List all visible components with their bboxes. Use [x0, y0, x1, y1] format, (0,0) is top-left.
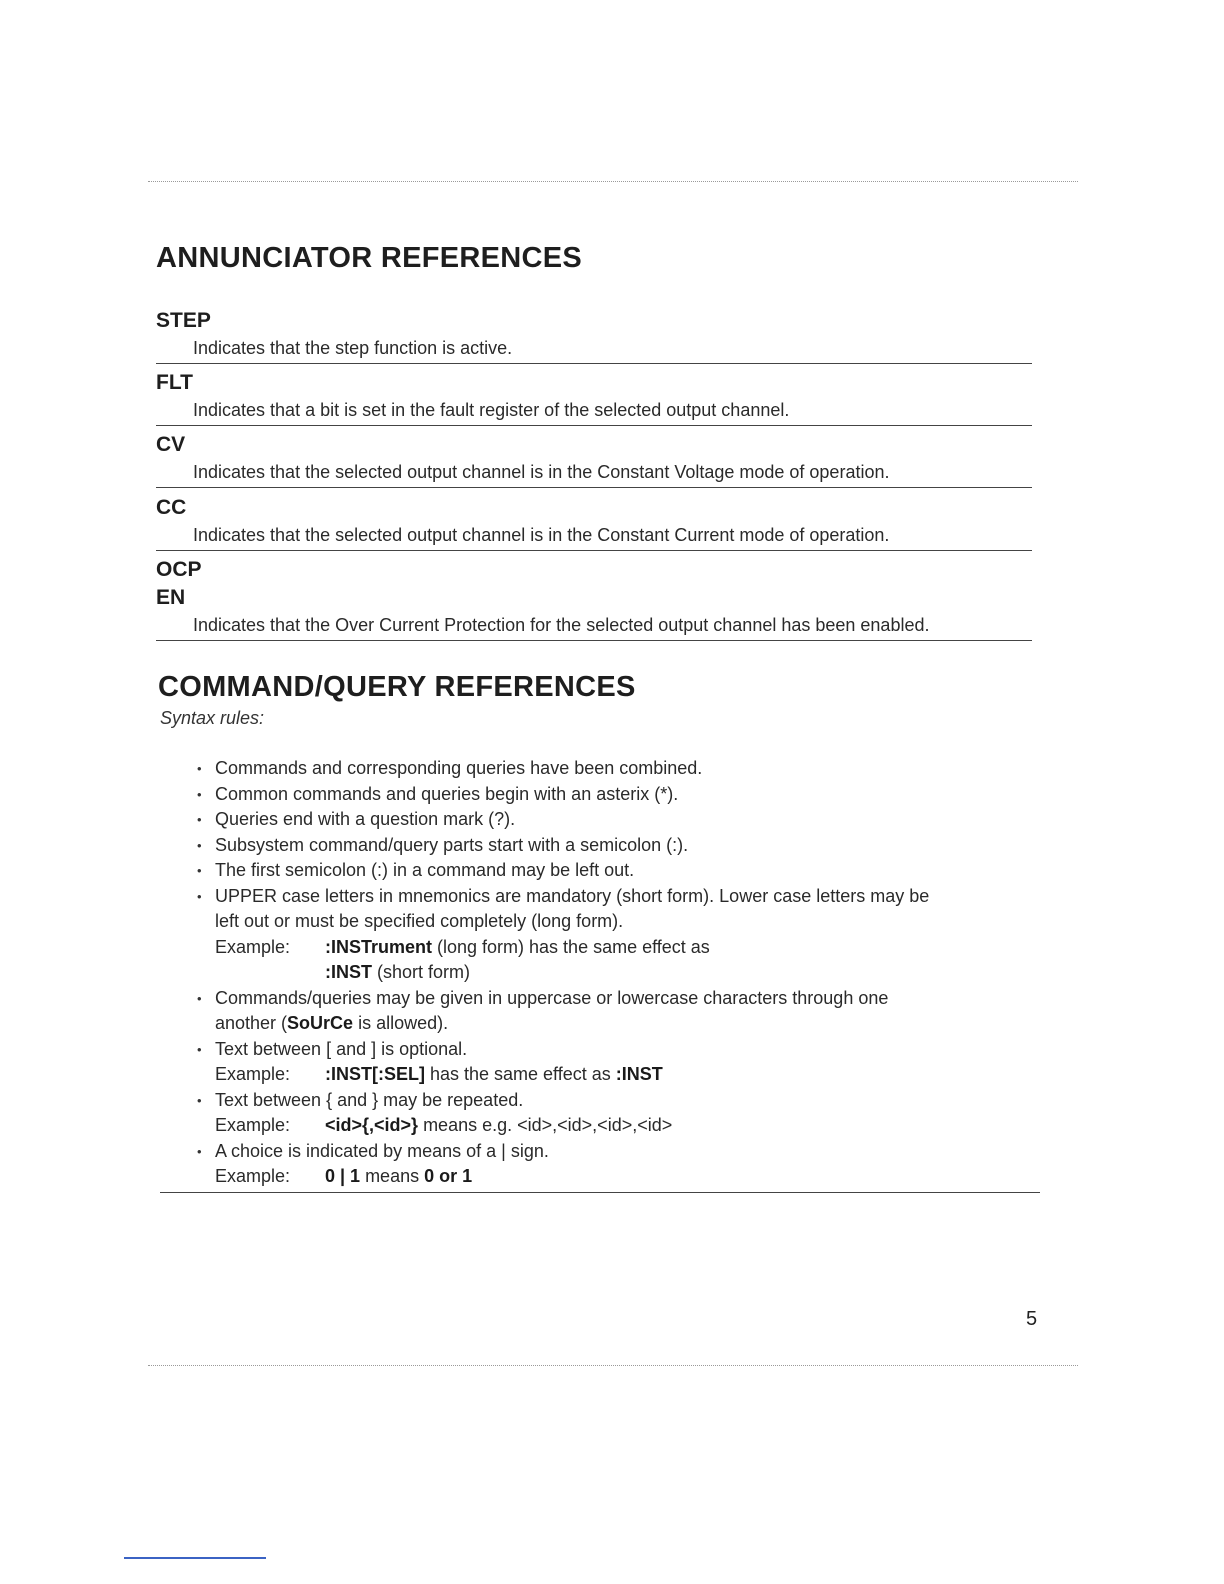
example-command: <id>{,<id>} [325, 1115, 419, 1135]
example-label: Example: [215, 936, 291, 957]
annunciator-description: Indicates that the step function is active. [193, 338, 513, 358]
syntax-rules-label: Syntax rules: [160, 708, 265, 728]
example-command: 0 or 1 [424, 1166, 473, 1186]
section-end-rule [160, 1192, 1040, 1193]
page-number: 5 [1026, 1308, 1038, 1330]
annunciator-section-title: ANNUNCIATOR REFERENCES [156, 242, 583, 274]
annunciator-description: Indicates that a bit is set in the fault register of the selected output channel. [193, 400, 790, 420]
syntax-rule [196, 833, 1038, 859]
bullet-icon: • [197, 1092, 202, 1108]
top-dotted-rule [148, 181, 1078, 182]
annunciator-description: Indicates that the selected output channel is in the Constant Current mode of operation. [193, 525, 890, 545]
syntax-rule [196, 756, 1038, 782]
annunciator-term: OCP [156, 558, 202, 581]
example-label: Example: [215, 1166, 291, 1186]
rule-text: Commands/queries may be given in uppercase or lowercase characters through one [215, 987, 889, 1008]
rule-text: The first semicolon (:) in a command may be left out. [215, 860, 635, 880]
rule-example [215, 960, 1038, 986]
annunciator-term: CC [156, 496, 187, 519]
example-command: :INST [325, 962, 372, 982]
rule-text: Common commands and queries begin with an asterix (*). [215, 783, 679, 804]
annunciator-entry-flt [156, 369, 1032, 426]
bullet-icon: • [197, 837, 202, 853]
annunciator-term: FLT [156, 371, 193, 394]
bullet-icon: • [197, 786, 202, 802]
rule-text: another ( [215, 1013, 288, 1033]
rule-text-continued: left out or must be specified completely (long form). [215, 911, 624, 931]
bottom-dotted-rule [148, 1365, 1078, 1366]
bullet-icon: • [197, 1143, 202, 1159]
example-command: 0 | 1 [325, 1166, 361, 1186]
rule-example [215, 1164, 1038, 1190]
example-text: (short form) [372, 962, 471, 982]
rule-text-continued [215, 1011, 1038, 1037]
rule-text: Text between [ and ] is optional. [215, 1038, 468, 1059]
rule-example [215, 935, 1038, 961]
bullet-icon: • [197, 888, 202, 904]
annunciator-entry-ocp-en [156, 556, 1032, 641]
rule-text: A choice is indicated by means of a | sign. [215, 1140, 549, 1161]
bullet-icon: • [197, 1041, 202, 1057]
example-text: means [360, 1166, 425, 1186]
syntax-rule [196, 1088, 1038, 1139]
annunciator-description: Indicates that the Over Current Protection for the selected output channel has been enabled. [193, 615, 930, 635]
bullet-icon: • [197, 863, 202, 878]
bullet-icon: • [197, 990, 202, 1006]
example-text: has the same effect as [424, 1064, 616, 1084]
rule-text: Queries end with a question mark (?). [215, 809, 516, 829]
annunciator-entry-step [156, 307, 1032, 364]
example-command: :INST[:SEL] [325, 1064, 425, 1084]
rule-text: is allowed). [353, 1013, 449, 1033]
syntax-rule [196, 1037, 1038, 1088]
syntax-rule [196, 884, 1038, 986]
example-text: means e.g. <id>,<id>,<id>,<id> [418, 1115, 673, 1135]
rule-example [215, 1113, 1038, 1139]
example-command: SoUrCe [287, 1013, 354, 1033]
rule-text: Text between { and } may be repeated. [215, 1089, 524, 1110]
annunciator-description: Indicates that the selected output channel is in the Constant Voltage mode of operation. [193, 462, 890, 482]
syntax-rule [196, 807, 1038, 833]
annunciator-entry-cc [156, 494, 1032, 551]
annunciator-entry-cv [156, 431, 1032, 488]
bullet-icon: • [197, 761, 202, 776]
rule-example [215, 1062, 1038, 1088]
rule-text: UPPER case letters in mnemonics are mandatory (short form). Lower case letters may be [215, 885, 930, 906]
blue-underline-mark [124, 1557, 266, 1559]
example-label: Example: [215, 1115, 291, 1135]
syntax-rule [196, 1139, 1038, 1190]
command-section-title: COMMAND/QUERY REFERENCES [158, 671, 636, 703]
example-text: (long form) has the same effect as [432, 936, 710, 957]
syntax-rule [196, 986, 1038, 1037]
rule-text: Commands and corresponding queries have been combined. [215, 758, 703, 778]
bullet-icon: • [197, 812, 202, 827]
annunciator-term: CV [156, 433, 186, 456]
example-label: Example: [215, 1064, 291, 1084]
annunciator-term-line2: EN [156, 586, 186, 609]
syntax-rule [196, 782, 1038, 808]
example-command: :INST [615, 1064, 663, 1084]
example-command: :INSTrument [325, 936, 433, 957]
syntax-rule [196, 858, 1038, 884]
syntax-rules-list [196, 756, 1038, 1190]
rule-text: Subsystem command/query parts start with a semicolon (:). [215, 834, 689, 855]
annunciator-term: STEP [156, 309, 211, 332]
